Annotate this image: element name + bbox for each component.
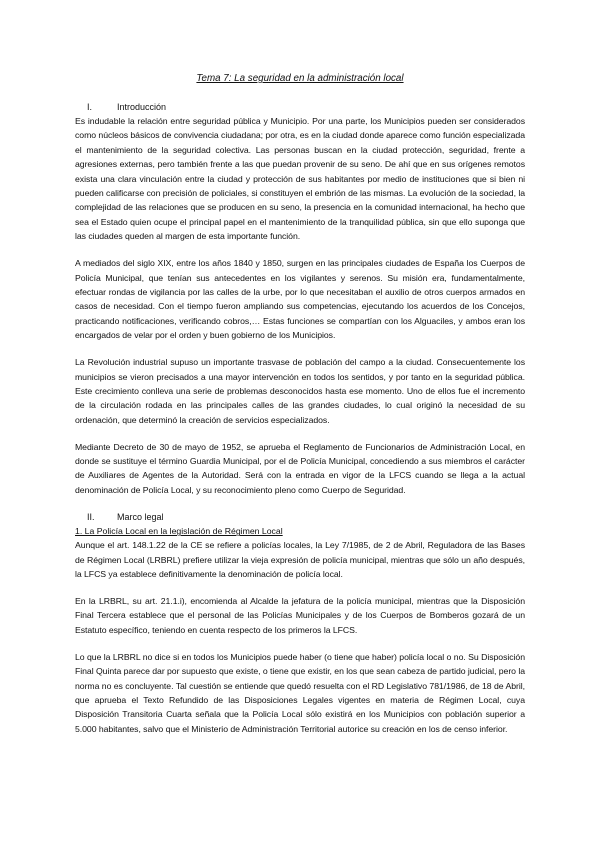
paragraph: A mediados del siglo XIX, entre los años 1840 y 1850, surgen en las principales ciudades de España los Cuerpos de Policía Municipal, que tenían sus antecedentes en los vigilantes y serenos. Su misión era, fundamentalmente, efectuar rondas de vigilancia por las calles de la urbe, por lo que necesitaban el auxilio de otros cuerpos armados en casos de necesidad. Con el tiempo fueron ampliando sus competencias, ejecutando los acuerdos de los Concejos, practicando notificaciones, verificando cobros,… Estas funciones se compartían con los Alguaciles, y ambos eran los encargados de velar por el orden y buen gobierno de los Municipios.: [75, 258, 525, 341]
paragraph: En la LRBRL, su art. 21.1.i), encomienda al Alcalde la jefatura de la policía municipal, mientras que la Disposición Final Tercera establece que el personal de las Policías Municipales y de los Cuerpos de Bomberos gozará de un Estatuto específico, teniendo en cuenta respecto de los primeros la LFCS.: [75, 595, 525, 635]
paragraph: Aunque el art. 148.1.22 de la CE se refiere a policías locales, la Ley 7/1985, de 2 de Abril, Reguladora de las Bases de Régimen Local (LRBRL) prefiere utilizar la vieja expresión de policía municipal, mientras que sólo un año después, la LFCS ya establece definitivamente la denominación de policía local.: [75, 540, 525, 580]
section-title: Marco legal: [117, 512, 164, 523]
paragraph: La Revolución industrial supuso un importante trasvase de población del campo a la ciudad. Consecuentemente los municipios se vieron precisados a una mayor intervención en todos los sentidos, y por tanto en la seguridad pública. Este crecimiento conlleva una serie de problemas desconocidos hasta ese momento. Uno de ellos fue el incremento de la circulación rodada en las principales calles de las grandes ciudades, lo cual originó la necesidad de su ordenación, que determinó la creación de servicios especializados.: [75, 357, 525, 425]
subsection-heading: 1. La Policía Local en la legislación de Régimen Local: [75, 526, 283, 537]
section-title: Introducción: [117, 102, 167, 112]
paragraph: Es indudable la relación entre seguridad pública y Municipio. Por una parte, los Municipios pueden ser considerados como núcleos básicos de convivencia ciudadana; por otra, es en la ciudad donde aparece como función especializada el mantenimiento de la seguridad colectiva. Las personas buscan en la ciudad protección, seguridad, frente a agresiones externas, pero también frente a las que puedan provenir de su seno. De ahí que en sus orígenes remotos exista una clara vinculación entre la ciudad y protección de sus habitantes por medio de instituciones que si bien ni pueden calificarse con precisión de policiales, si constituyen el embrión de las mismas. La evolución de la sociedad, la complejidad de las relaciones que se producen en su seno, la presencia en la comunidad internacional, ha hecho que sea el Estado quien ocupe el principal papel en el mantenimiento de la tranquilidad pública, sin que ello suponga que las ciudades queden al margen de esta importante función.: [75, 116, 525, 242]
section-number: I.: [87, 102, 93, 112]
document-title: Tema 7: La seguridad en la administración local: [196, 73, 404, 84]
section-heading-marco-legal: [75, 511, 525, 523]
paragraph: Mediante Decreto de 30 de mayo de 1952, se aprueba el Reglamento de Funcionarios de Administración Local, en donde se sustituye el término Guardia Municipal, por el de Policía Municipal, concediendo a sus miembros el carácter de Auxiliares de Agentes de la Autoridad. Será con la entrada en vigor de la LFCS cuando se llega a la actual denominación de Policía Local, y su reconocimiento pleno como Cuerpo de Seguridad.: [75, 441, 525, 495]
paragraph: Lo que la LRBRL no dice si en todos los Municipios puede haber (o tiene que haber) policía local o no. Su Disposición Final Quinta parece dar por supuesto que existe, o tiene que existir, en los que sean cabeza de partido judicial, pero la norma no es concluyente. Tal cuestión se entiende que quedó resuelta con el RD Legislativo 781/1986, de 18 de Abril, que aprueba el Texto Refundido de las Disposiciones Legales vigentes en materia de Régimen Local, cuya Disposición Transitoria Cuarta señala que la Policía Local sólo existirá en los Municipios con población superior a 5.000 habitantes, salvo que el Ministerio de Administración Territorial autorice su creación en los de censo inferior.: [75, 651, 525, 734]
section-heading-introduccion: [75, 101, 525, 113]
section-number: II.: [87, 512, 95, 523]
